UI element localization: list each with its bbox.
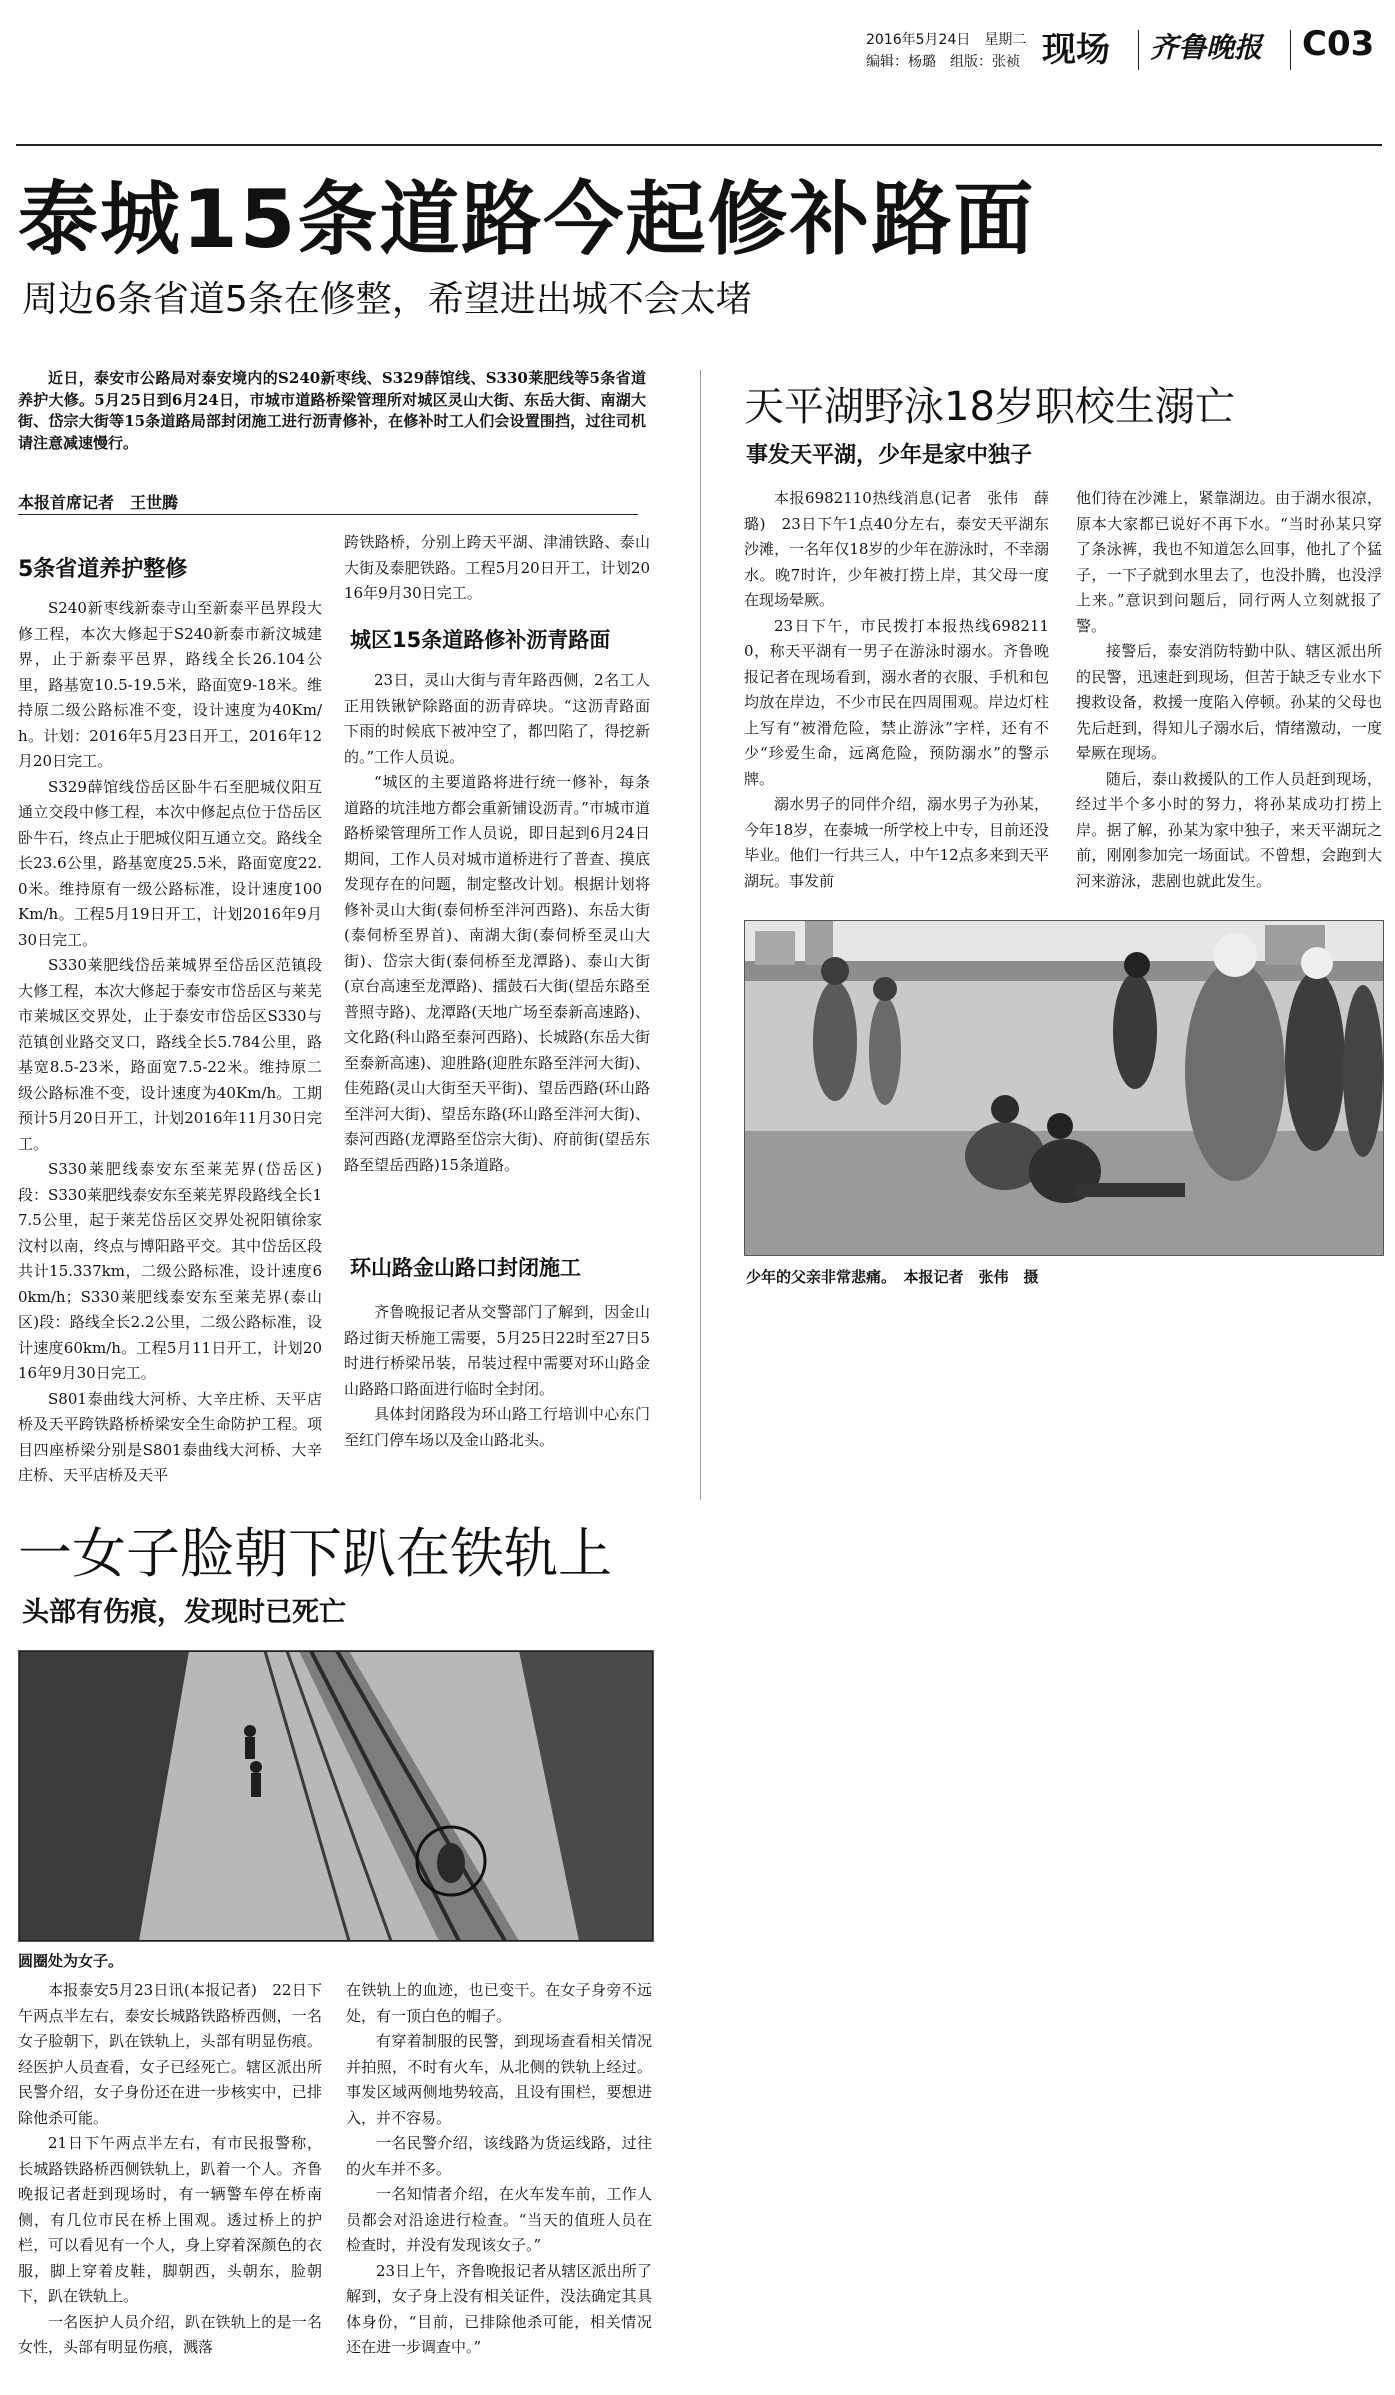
article3-headline: 一女子脸朝下趴在铁轨上 [18, 1522, 612, 1585]
article3-col1 [18, 1978, 322, 2361]
railway-photo-graphic [19, 1651, 653, 1941]
article2-col1 [744, 486, 1049, 894]
section-title: 现场 [1042, 30, 1110, 70]
article1-headline: 泰城15条道路今起修补路面 [18, 173, 1036, 266]
railway-scene-photo [18, 1650, 654, 1942]
paragraph: 溺水男子的同伴介绍，溺水男子为孙某，今年18岁，在泰城一所学校上中专，目前还没毕业。他们一行共三人，中午12点多来到天平湖玩。事发前 [744, 795, 1049, 890]
railway-photo-caption: 圆圈处为女子。 [18, 1952, 124, 1970]
paragraph: 一名民警介绍，该线路为货运线路，过往的火车并不多。 [346, 2134, 652, 2178]
article2-col2 [1076, 486, 1382, 894]
article1-lead [18, 368, 646, 454]
paragraph: 跨铁路桥，分别上跨天平湖、津浦铁路、泰山大街及泰肥铁路。工程5月20日开工，计划2016年9月30日完工。 [344, 533, 650, 602]
article1-col1 [18, 596, 322, 1489]
editor-credit: 编辑：杨璐 组版：张祯 [866, 54, 1020, 70]
section2-title: 城区15条道路修补沥青路面 [350, 628, 611, 652]
newspaper-logo: 齐鲁晚报 [1150, 31, 1263, 64]
article1-col2-top [344, 530, 650, 607]
byline-rule [18, 514, 638, 515]
section3-title: 环山路金山路口封闭施工 [350, 1256, 581, 1280]
paragraph: 有穿着制服的民警，到现场查看相关情况并拍照，不时有火车，从北侧的铁轨上经过。事发区域两侧地势较高，且设有围栏，要想进入，并不容易。 [346, 2032, 652, 2127]
article1-col2-bottom [344, 1300, 650, 1453]
header-rule [16, 144, 1382, 146]
article1-byline: 本报首席记者 王世腾 [18, 493, 179, 512]
paragraph: 他们待在沙滩上，紧靠湖边。由于湖水很凉，原本大家都已说好不再下水。“当时孙某只穿了条泳裤，我也不知道怎么回事，他扎了个猛子，一下子就到水里去了，也没扑腾，也没浮上来。”意识到问题后，同行两人立刻就报了警。 [1076, 489, 1382, 635]
paragraph: 本报6982110热线消息(记者 张伟 薛璐) 23日下午1点40分左右，泰安天平湖东沙滩，一名年仅18岁的少年在游泳时，不幸溺水。晚7时许，少年被打捞上岸，其父母一度在现场晕厥。 [744, 489, 1049, 609]
section1-title: 5条省道养护整修 [18, 557, 188, 582]
paragraph: 一名医护人员介绍，趴在铁轨上的是一名女性，头部有明显伤痕，溅落 [18, 2312, 322, 2356]
article1-col2-mid [344, 668, 650, 1178]
article1-subhead: 周边6条省道5条在修整，希望进出城不会太堵 [22, 279, 752, 320]
paragraph: 21日下午两点半左右，有市民报警称，长城路铁路桥西侧铁轨上，趴着一个人。齐鲁晚报记者赶到现场时，有一辆警车停在桥南侧，有几位市民在桥上围观。透过桥上的护栏，可以看见有一个人，身上穿着深颜色的衣服，脚上穿着皮鞋，脚朝西，头朝东，脸朝下，趴在铁轨上。 [18, 2134, 322, 2305]
header-divider [1138, 30, 1139, 70]
header-divider-2 [1290, 30, 1291, 70]
paragraph: “城区的主要道路将进行统一修补，每条道路的坑洼地方都会重新铺设沥青。”市城市道路桥梁管理所工作人员说，即日起到6月24日期间，工作人员对城市道桥进行了普查、摸底发现存在的问题，制定整改计划。根据计划将修补灵山大街(泰伺桥至泮河西路)、东岳大街(泰伺桥至界首)、南湖大街(泰伺桥至灵山大街)、岱宗大街(泰伺桥至龙潭路)、泰山大街(京台高速至龙潭路)、擂鼓石大街(望岳东路至普照寺路)、龙潭路(天地广场至泰新高速路)、文化路(科山路至泰河西路)、长城路(东岳大街至泰新高速)、迎胜路(迎胜东路至泮河大街)、佳苑路(灵山大街至天平街)、望岳西路(环山路至泮河大街)、望岳东路(环山路至泮河大街)、泰河西路(龙潭路至岱宗大街)、府前街(望岳东路至望岳西路)15条道路。 [344, 773, 650, 1174]
paragraph: S240新枣线新泰寺山至新泰平邑界段大修工程，本次大修起于S240新泰市新汶城建界，止于新泰平邑界，路线全长26.104公里，路基宽10.5-19.5米，路面宽9-18米。维持原二级公路标准不变，设计速度为40Km/h。计划：2016年5月23日开工，2016年12月20日完工。 [18, 599, 322, 770]
paragraph: 一名知情者介绍，在火车发车前，工作人员都会对沿途进行检查。“当天的值班人员在检查时，并没有发现该女子。” [346, 2185, 652, 2254]
paragraph: 23日上午，齐鲁晚报记者从辖区派出所了解到，女子身上没有相关证件，没法确定其具体身份，“目前，已排除他杀可能，相关情况还在进一步调查中。” [346, 2261, 652, 2356]
paragraph: 具体封闭路段为环山路工行培训中心东门至红门停车场以及金山路北头。 [344, 1405, 650, 1449]
paragraph: S330莱肥线泰安东至莱芜界(岱岳区)段：S330莱肥线泰安东至莱芜界段路线全长17.5公里，起于莱芜岱岳区交界处祝阳镇徐家汶村以南，终点与博阳路平交。其中岱岳区段共计15.337km，二级公路标准，设计速度60km/h；S330莱肥线泰安东至莱芜界(泰山区)段：路线全长2.2公里，二级公路标准，设计速度60km/h。工程5月11日开工，计划2016年9月30日完工。 [18, 1160, 322, 1382]
page-number: C03 [1302, 24, 1375, 64]
paragraph: S329薛馆线岱岳区卧牛石至肥城仪阳互通立交段中修工程，本次中修起点位于岱岳区卧牛石，终点止于肥城仪阳互通立交。路线全长23.6公里，路基宽度25.5米，路面宽度22.0米。维持原有一级公路标准，设计速度100Km/h。工程5月19日开工，计划2016年9月30日完工。 [18, 777, 322, 949]
paragraph: 接警后，泰安消防特勤中队、辖区派出所的民警，迅速赶到现场，但苦于缺乏专业水下搜救设备，救援一度陷入停顿。孙某的父母也先后赶到，得知儿子溺水后，情绪激动，一度晕厥在现场。 [1076, 642, 1382, 762]
paragraph: 在铁轨上的血迹，也已变干。在女子身旁不远处，有一顶白色的帽子。 [346, 1981, 652, 2025]
paragraph: 齐鲁晚报记者从交警部门了解到，因金山路过街天桥施工需要，5月25日22时至27日5时进行桥梁吊装，吊装过程中需要对环山路金山路路口路面进行临时全封闭。 [344, 1303, 650, 1398]
paragraph: 本报泰安5月23日讯(本报记者) 22日下午两点半左右，泰安长城路铁路桥西侧，一名女子脸朝下，趴在铁轨上，头部有明显伤痕。经医护人员查看，女子已经死亡。辖区派出所民警介绍，女子身份还在进一步核实中，已排除他杀可能。 [18, 1981, 322, 2127]
article3-subhead: 头部有伤痕，发现时已死亡 [22, 1597, 346, 1628]
drowning-photo-graphic [745, 921, 1383, 1255]
paragraph: 随后，泰山救援队的工作人员赶到现场，经过半个多小时的努力，将孙某成功打捞上岸。据了解，孙某为家中独子，来天平湖玩之前，刚刚参加完一场面试。不曾想，会跑到大河来游泳，悲剧也就此发生。 [1076, 769, 1382, 890]
column-divider [700, 370, 701, 1500]
lead-paragraph: 近日，泰安市公路局对泰安境内的S240新枣线、S329薛馆线、S330莱肥线等5条省道养护大修。5月25日到6月24日，市城市道路桥梁管理所对城区灵山大街、东岳大街、南湖大街、岱宗大街等15条道路局部封闭施工进行沥青修补，在修补时工人们会设置围挡，过往司机请注意减速慢行。 [18, 369, 646, 452]
paragraph: 23日下午，市民拨打本报热线6982110，称天平湖有一男子在游泳时溺水。齐鲁晚报记者在现场看到，溺水者的衣服、手机和包均放在岸边，不少市民在四周围观。岸边灯柱上写有“被滑危险，禁止游泳”字样，还有不少“珍爱生命，远离危险，预防溺水”的警示牌。 [744, 616, 1049, 788]
paragraph: S330莱肥线岱岳莱城界至岱岳区范镇段大修工程，本次大修起于泰安市岱岳区与莱芜市莱城区交界处，止于泰安市岱岳区S330与范镇创业路交叉口，路线全长5.784公里，路基宽8.5-23米，路面宽7.5-22米。维持原二级公路标准不变，设计速度为40Km/h。工期预计5月20日开工，计划2016年11月30日完工。 [18, 956, 322, 1153]
article2-subhead: 事发天平湖，少年是家中独子 [746, 443, 1033, 468]
paragraph: S801泰曲线大河桥、大辛庄桥、天平店桥及天平跨铁路桥桥梁安全生命防护工程。项目四座桥梁分别是S801泰曲线大河桥、大辛庄桥、天平店桥及天平 [18, 1389, 322, 1484]
issue-date: 2016年5月24日 星期二 [866, 32, 1027, 48]
paragraph: 23日，灵山大街与青年路西侧，2名工人正用铁锹铲除路面的沥青碎块。“这沥青路面下雨的时候底下被冲空了，都凹陷了，得挖新的。”工作人员说。 [344, 671, 650, 766]
drowning-scene-photo [744, 920, 1384, 1256]
article2-headline: 天平湖野泳18岁职校生溺亡 [744, 384, 1235, 430]
article3-col2 [346, 1978, 652, 2361]
drowning-photo-caption: 少年的父亲非常悲痛。 本报记者 张伟 摄 [746, 1268, 1039, 1286]
